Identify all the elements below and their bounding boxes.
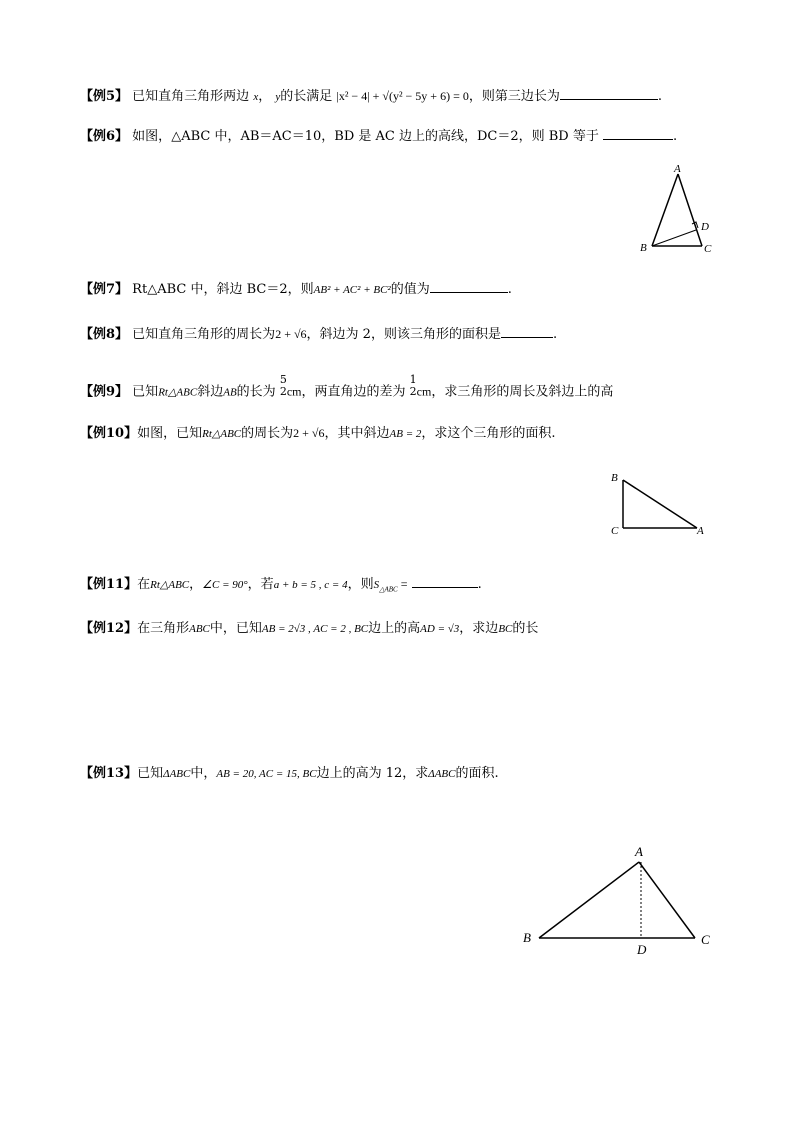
- example-7: 【例7】 Rt△ABC 中，斜边 BC＝2，则AB² + AC² + BC²的值为 .: [80, 282, 512, 297]
- example-10: 【例10】如图，已知Rt△ABC的周长为2 + √6，其中斜边AB = 2，求这个三角形的面积.: [80, 426, 556, 441]
- equation: |x² − 4| + √(y² − 5y + 6) = 0: [336, 89, 469, 103]
- vertex-label: B: [640, 242, 647, 254]
- answer-blank[interactable]: [501, 325, 553, 338]
- answer-blank[interactable]: [560, 87, 658, 100]
- fraction: 5 2: [279, 373, 287, 398]
- vertex-label: C: [611, 525, 619, 537]
- answer-blank[interactable]: [430, 280, 508, 293]
- example-tag: 【例7】: [80, 282, 129, 297]
- vertex-label: A: [635, 844, 643, 859]
- vertex-label: D: [637, 942, 647, 957]
- vertex-label: A: [697, 525, 704, 537]
- example-tag: 【例9】: [80, 384, 129, 400]
- example-tag: 【例8】: [80, 327, 129, 342]
- example-tag: 【例13】: [80, 766, 138, 781]
- vertex-label: D: [701, 221, 709, 233]
- example-tag: 【例12】: [80, 621, 138, 636]
- example-8: 【例8】 已知直角三角形的周长为2 + √6，斜边为 2，则该三角形的面积是 .: [80, 327, 558, 342]
- vertex-label: B: [611, 472, 618, 484]
- example-9: 【例9】 已知Rt△ABC斜边AB的长为 5 2 cm，两直角边的差为 1 2 cm，求三角形的周长及斜边上的高: [80, 373, 614, 400]
- equation: a + b = 5 , c = 4: [273, 579, 348, 591]
- equation: AB = 20, AC = 15, BC: [216, 768, 317, 780]
- equation: 2 + √6: [293, 426, 325, 440]
- answer-blank[interactable]: [412, 575, 478, 588]
- example-tag: 【例11】: [80, 577, 138, 592]
- example-12: 【例12】在三角形ABC中，已知AB = 2√3 , AC = 2 , BC边上的高AD = √3，求边BC的长: [80, 621, 539, 636]
- triangle-figure-6: [630, 160, 720, 260]
- vertex-label: C: [701, 932, 710, 947]
- triangle-figure-13: [515, 840, 725, 960]
- vertex-label: C: [704, 243, 712, 255]
- example-13: 【例13】已知ΔABC中，AB = 20, AC = 15, BC边上的高为 12，求ΔABC的面积.: [80, 766, 499, 781]
- example-5: 【例5】 已知直角三角形两边 x， y的长满足 |x² − 4| + √(y² − 5y + 6) = 0，则第三边长为 .: [80, 89, 662, 104]
- vertex-label: B: [523, 930, 531, 945]
- example-11: 【例11】在Rt△ABC，∠C = 90°，若a + b = 5 , c = 4，则$S_{\triangle ABC}$ = .: [80, 577, 482, 594]
- fraction: 1 2: [409, 373, 417, 398]
- answer-blank[interactable]: [603, 127, 673, 140]
- equation: 2 + √6: [275, 327, 307, 341]
- example-tag: 【例10】: [80, 426, 138, 441]
- vertex-label: A: [674, 163, 681, 175]
- example-6: 【例6】 如图，△ABC 中，AB＝AC＝10，BD 是 AC 边上的高线，DC＝2，则 BD 等于 .: [80, 129, 678, 144]
- example-tag: 【例5】: [80, 89, 129, 104]
- example-tag: 【例6】: [80, 129, 129, 144]
- triangle-figure-10: [605, 468, 715, 540]
- equation: AB² + AC² + BC²: [313, 284, 391, 296]
- equation: AB = 2√3 , AC = 2 , BC: [261, 623, 369, 635]
